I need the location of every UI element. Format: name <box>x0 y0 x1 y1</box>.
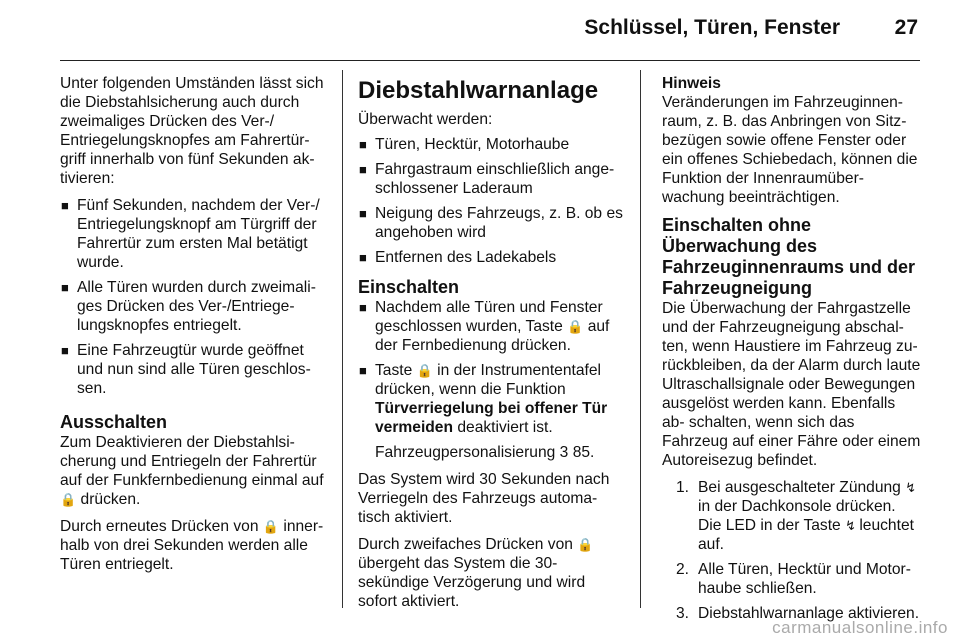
list-item: ■ Neigung des Fahrzeugs, z. B. ob es angehoben wird <box>359 205 623 241</box>
lock-icon: 🔒 <box>567 319 584 334</box>
list-item: ■ Fünf Sekunden, nachdem der Ver-/ Entriegelungsknopf am Türgriff der Fahrertür zum ersten Mal betätigt wurde. <box>61 197 320 271</box>
monitored-intro: Überwacht werden: <box>358 111 493 128</box>
list-item: 2. Alle Türen, Hecktür und Motor- haube schließen. <box>676 561 911 597</box>
list-item: ■ Nachdem alle Türen und Fenster geschlossen wurden, Taste 🔒 auf der Fernbedienung drücken. <box>359 299 610 354</box>
column-right <box>662 74 922 629</box>
column-divider <box>640 70 641 608</box>
column-divider <box>342 70 343 608</box>
cross-reference: Fahrzeugpersonalisierung 3 85. <box>375 444 595 461</box>
bullet-icon: ■ <box>359 363 367 378</box>
monitored-list <box>358 135 624 267</box>
page-ref-link[interactable]: 85. <box>572 444 595 461</box>
lock-icon: 🔒 <box>262 519 280 534</box>
bullet-icon: ■ <box>61 343 69 358</box>
condition-list <box>60 196 326 398</box>
lock-icon: 🔒 <box>577 537 594 552</box>
list-item: ■ Alle Türen wurden durch zweimali- ges Drücken des Ver-/Entriege- lungsknopfes entriegelt. <box>61 279 316 334</box>
list-item: ■ Fahrgastraum einschließlich ange- schlossener Laderaum <box>359 161 615 197</box>
lock-icon: 🔒 <box>416 363 433 378</box>
auto-activation-paragraph: Das System wird 30 Sekunden nach Verriegeln des Fahrzeugs automa- tisch aktiviert. <box>358 471 610 526</box>
section-heading-einschalten-ohne: Einschalten ohne Überwachung des Fahrzeuginnenraums und der Fahrzeugneigung <box>662 215 916 298</box>
column-middle <box>358 74 624 619</box>
section-heading-diebstahlwarnanlage: Diebstahlwarnanlage <box>358 77 599 104</box>
list-item: 3. Diebstahlwarnanlage aktivieren. <box>676 605 920 622</box>
car-sensor-icon: ↯ <box>845 518 855 533</box>
list-item: ■ Türen, Hecktür, Motorhaube <box>359 136 570 153</box>
skip-delay-paragraph: Durch zweifaches Drücken von 🔒 übergeht das System die 30-sekündige Verzögerung und wird sofort aktiviert. <box>358 536 594 610</box>
lock-icon: 🔒 <box>60 492 77 507</box>
bullet-icon: ■ <box>359 250 367 265</box>
list-item: 1. Bei ausgeschalteter Zündung ↯ in der Dachkonsole drücken. Die LED in der Taste ↯ leuchtet auf. <box>676 479 916 553</box>
bullet-icon: ■ <box>359 137 367 152</box>
watermark: carmanualsonline.info <box>772 618 948 637</box>
car-sensor-icon: ↯ <box>905 480 916 495</box>
bullet-icon: ■ <box>61 198 69 213</box>
section-heading-einschalten: Einschalten <box>358 277 460 297</box>
page-header <box>60 0 920 61</box>
ausschalten-paragraph: Zum Deaktivieren der Diebstahlsi- cherung und Entriegeln der Fahrertür auf der Funkfernbedienung einmal auf 🔒 drücken. <box>60 434 324 508</box>
bullet-icon: ■ <box>359 206 367 221</box>
ausschalten-paragraph-2: Durch erneutes Drücken von 🔒 inner- halb von drei Sekunden werden alle Türen entriegelt. <box>60 518 324 573</box>
activation-list <box>358 298 624 437</box>
page-number: 27 <box>894 16 918 39</box>
section-heading-ausschalten: Ausschalten <box>60 412 168 432</box>
list-item: ■ Eine Fahrzeugtür wurde geöffnet und nun sind alle Türen geschlos- sen. <box>61 342 311 397</box>
function-name: Türverriegelung bei offener Tür vermeiden <box>375 400 608 436</box>
list-item: ■ Entfernen des Ladekabels <box>359 249 557 266</box>
page-ref-icon: 3 <box>559 444 569 461</box>
bullet-icon: ■ <box>359 162 367 177</box>
list-item: ■ Taste 🔒 in der Instrumententafel drücken, wenn die Funktion Türverriegelung bei offener Tür vermeiden deaktiviert ist. <box>359 362 608 436</box>
header-title: Schlüssel, Türen, Fenster <box>584 16 840 39</box>
intro-paragraph: Unter folgenden Umständen lässt sich die Diebstahlsicherung auch durch zweimaliges Drücken des Ver-/ Entriegelungsknopfes am Fahrertür- griff innerhalb von fünf Sekunden ak- tivieren: <box>60 75 324 187</box>
column-left <box>60 74 326 582</box>
steps-list <box>662 478 922 623</box>
einschalten-ohne-paragraph: Die Überwachung der Fahrgastzelle und der Fahrzeugneigung abschal- ten, wenn Haustiere im Fahrzeug zu- rückbleiben, da der Alarm durch laute Ultraschallsignale oder Bewegungen ausgelöst werden kann. Ebenfalls ab- schalten, wenn sich das Fahrzeug auf einer Fähre oder einem Autoreisezug befindet. <box>662 300 921 469</box>
note-label: Hinweis <box>662 75 721 92</box>
bullet-icon: ■ <box>61 280 69 295</box>
note-text: Veränderungen im Fahrzeuginnen- raum, z. B. das Anbringen von Sitz- bezügen sowie offene Fenster oder ein offenes Schiebedach, können die Funktion der Innenraumüber- wachung beeinträchtigen. <box>662 94 918 206</box>
bullet-icon: ■ <box>359 300 367 315</box>
